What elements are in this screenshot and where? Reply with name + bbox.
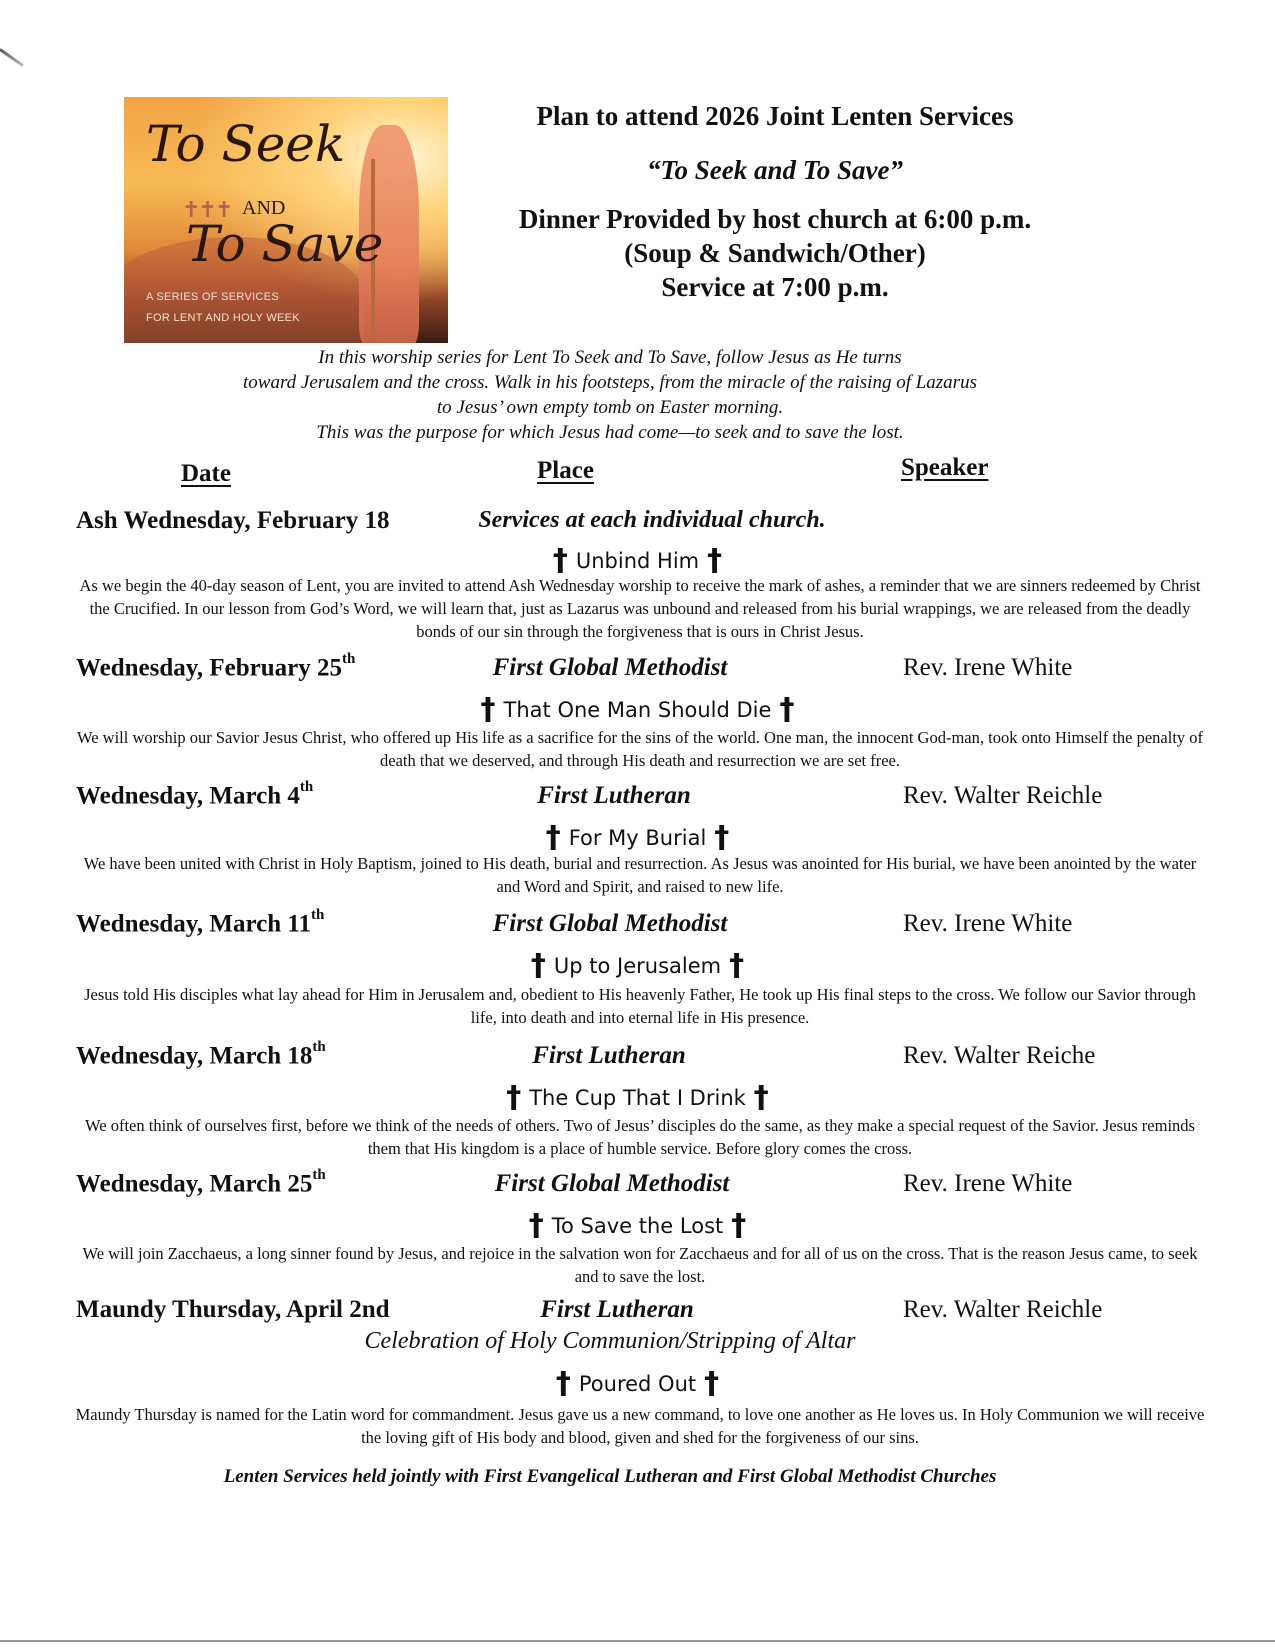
dinner-menu: (Soup & Sandwich/Other) (624, 238, 926, 268)
cross-icon: † (753, 1080, 769, 1115)
intro-line: This was the purpose for which Jesus had come—to seek and to save the lost. (316, 422, 904, 443)
service-row-mar-4 (0, 779, 1275, 816)
service-row-mar-25 (0, 1167, 1275, 1204)
service-theme-title: That One Man Should Die (503, 698, 772, 722)
cross-icon: † (552, 543, 568, 578)
service-date: Wednesday, March 25th (76, 1167, 326, 1198)
cross-icon: † (729, 948, 745, 983)
service-date: Wednesday, March 4th (76, 779, 314, 810)
cross-icon: † (528, 1208, 544, 1243)
cross-icon: † (506, 1080, 522, 1115)
cross-icon: † (779, 692, 795, 727)
service-theme (0, 820, 1275, 855)
scan-corner-shadow (0, 48, 24, 67)
header (470, 98, 1080, 304)
service-speaker: Rev. Irene White (903, 910, 1073, 937)
cross-icon: † (530, 948, 546, 983)
service-date: Wednesday, March 11th (76, 907, 325, 938)
cross-icon: † (707, 543, 723, 578)
service-place: First Lutheran (540, 1296, 694, 1323)
service-place: First Lutheran (532, 1042, 686, 1069)
service-theme-title: To Save the Lost (551, 1214, 724, 1238)
service-date: Wednesday, March 18th (76, 1039, 326, 1070)
service-theme (0, 948, 1275, 983)
service-description: We will join Zacchaeus, a long sinner found by Jesus, and rejoice in the salvation won for Zacchaeus and for all of us on the cross. That is the reason Jesus came, to seek and to save the lost. (82, 1244, 1198, 1286)
service-row-maundy-thursday (0, 1296, 1275, 1330)
service-note: Celebration of Holy Communion/Stripping of Altar (364, 1328, 856, 1354)
series-theme: “To Seek and To Save” (646, 155, 903, 185)
service-theme-title: Unbind Him (575, 549, 700, 573)
service-speaker: Rev. Walter Reichle (903, 782, 1103, 809)
cross-icon: † (731, 1208, 747, 1243)
intro-line: to Jesus’ own empty tomb on Easter morning. (436, 397, 784, 418)
service-theme-title: The Cup That I Drink (529, 1086, 746, 1110)
cross-icon: † (555, 1366, 571, 1401)
service-date: Ash Wednesday, February 18 (76, 507, 390, 534)
service-theme-title: Up to Jerusalem (553, 954, 722, 978)
service-theme (0, 692, 1275, 727)
service-description: We will worship our Savior Jesus Christ, who offered up His life as a sacrifice for the sins of the world. One man, the innocent God-man, took onto Himself the penalty of death that we deserved, and through His death and resurrection we are set free. (76, 728, 1204, 770)
cross-icon: † (704, 1366, 720, 1401)
service-description: Jesus told His disciples what lay ahead for Him in Jerusalem and, obedient to His heavenly Father, He took up His final steps to the cross. We follow our Savior through life, into death and into eternal life in His presence. (84, 985, 1196, 1027)
footer-note: Lenten Services held jointly with First Evangelical Lutheran and First Global Methodist Churches (223, 1466, 997, 1487)
cross-icon: † (714, 820, 730, 855)
service-place: First Lutheran (537, 782, 691, 809)
service-date: Maundy Thursday, April 2nd (76, 1296, 390, 1323)
service-time: Service at 7:00 p.m. (661, 272, 889, 302)
service-theme-title: Poured Out (578, 1372, 697, 1396)
service-row-mar-18 (0, 1039, 1275, 1076)
dinner-time: Dinner Provided by host church at 6:00 p.m. (518, 204, 1032, 234)
service-place: Services at each individual church. (478, 507, 826, 533)
service-theme (0, 1080, 1275, 1115)
service-place: First Global Methodist (492, 654, 728, 681)
service-speaker: Rev. Irene White (903, 1170, 1073, 1197)
page-bottom-edge (0, 1640, 1275, 1642)
service-row-mar-11 (0, 907, 1275, 944)
dinner-info (470, 202, 1080, 304)
service-place: First Global Methodist (492, 910, 728, 937)
column-header-place: Place (537, 457, 594, 484)
page-title: Plan to attend 2026 Joint Lenten Services (536, 101, 1014, 131)
cross-icon: † (545, 820, 561, 855)
poster-title-save: To Save (186, 215, 384, 273)
poster-subtitle-line2: FOR LENT AND HOLY WEEK (146, 312, 300, 324)
intro-line: In this worship series for Lent To Seek and To Save, follow Jesus as He turns (318, 347, 902, 368)
service-row-ash-wednesday (0, 507, 1275, 541)
service-description: We have been united with Christ in Holy Baptism, joined to His death, burial and resurrection. As Jesus was anointed for His burial, we have been anointed by the water and Word and Spirit, and raised to new life. (83, 854, 1197, 896)
service-description: As we begin the 40-day season of Lent, you are invited to attend Ash Wednesday worship to receive the mark of ashes, a reminder that we are sinners redeemed by Christ the Crucified. In our lesson from God’s Word, we will learn that, just as Lazarus was unbound and released from his burial wrappings, we are released from the deadly bonds of our sin through the forgiveness that is ours in Christ Jesus. (79, 576, 1201, 641)
poster-subtitle (146, 287, 300, 329)
service-theme (0, 1208, 1275, 1243)
service-speaker: Rev. Walter Reiche (903, 1042, 1096, 1069)
three-crosses-icon: ✝✝✝ (182, 197, 232, 222)
service-date: Wednesday, February 25th (76, 651, 356, 682)
series-poster-image (124, 97, 448, 343)
poster-title-seek: To Seek (146, 115, 346, 173)
service-theme-title: For My Burial (568, 826, 707, 850)
service-place: First Global Methodist (494, 1170, 730, 1197)
service-description: We often think of ourselves first, before we think of the needs of others. Two of Jesus’ disciples do the same, as they make a special request of the Savior. Jesus reminds them that His kingdom is a place of humble service. Before glory comes the cross. (85, 1116, 1195, 1158)
service-speaker: Rev. Walter Reichle (903, 1296, 1103, 1323)
service-theme (0, 543, 1275, 578)
column-header-speaker: Speaker (901, 454, 989, 481)
service-row-feb-25 (0, 651, 1275, 688)
service-speaker: Rev. Irene White (903, 654, 1073, 681)
column-header-date: Date (181, 460, 231, 487)
poster-subtitle-line1: A SERIES OF SERVICES (146, 291, 279, 303)
service-theme (0, 1366, 1275, 1401)
intro-line: toward Jerusalem and the cross. Walk in his footsteps, from the miracle of the raising of Lazarus (243, 372, 977, 393)
cross-icon: † (480, 692, 496, 727)
poster-title-and: AND (242, 197, 286, 219)
intro-paragraph (150, 345, 1070, 445)
service-description: Maundy Thursday is named for the Latin word for commandment. Jesus gave us a new command, to love one another as He loves us. In Holy Communion we will receive the loving gift of His body and blood, given and shed for the forgiveness of our sins. (75, 1405, 1205, 1447)
